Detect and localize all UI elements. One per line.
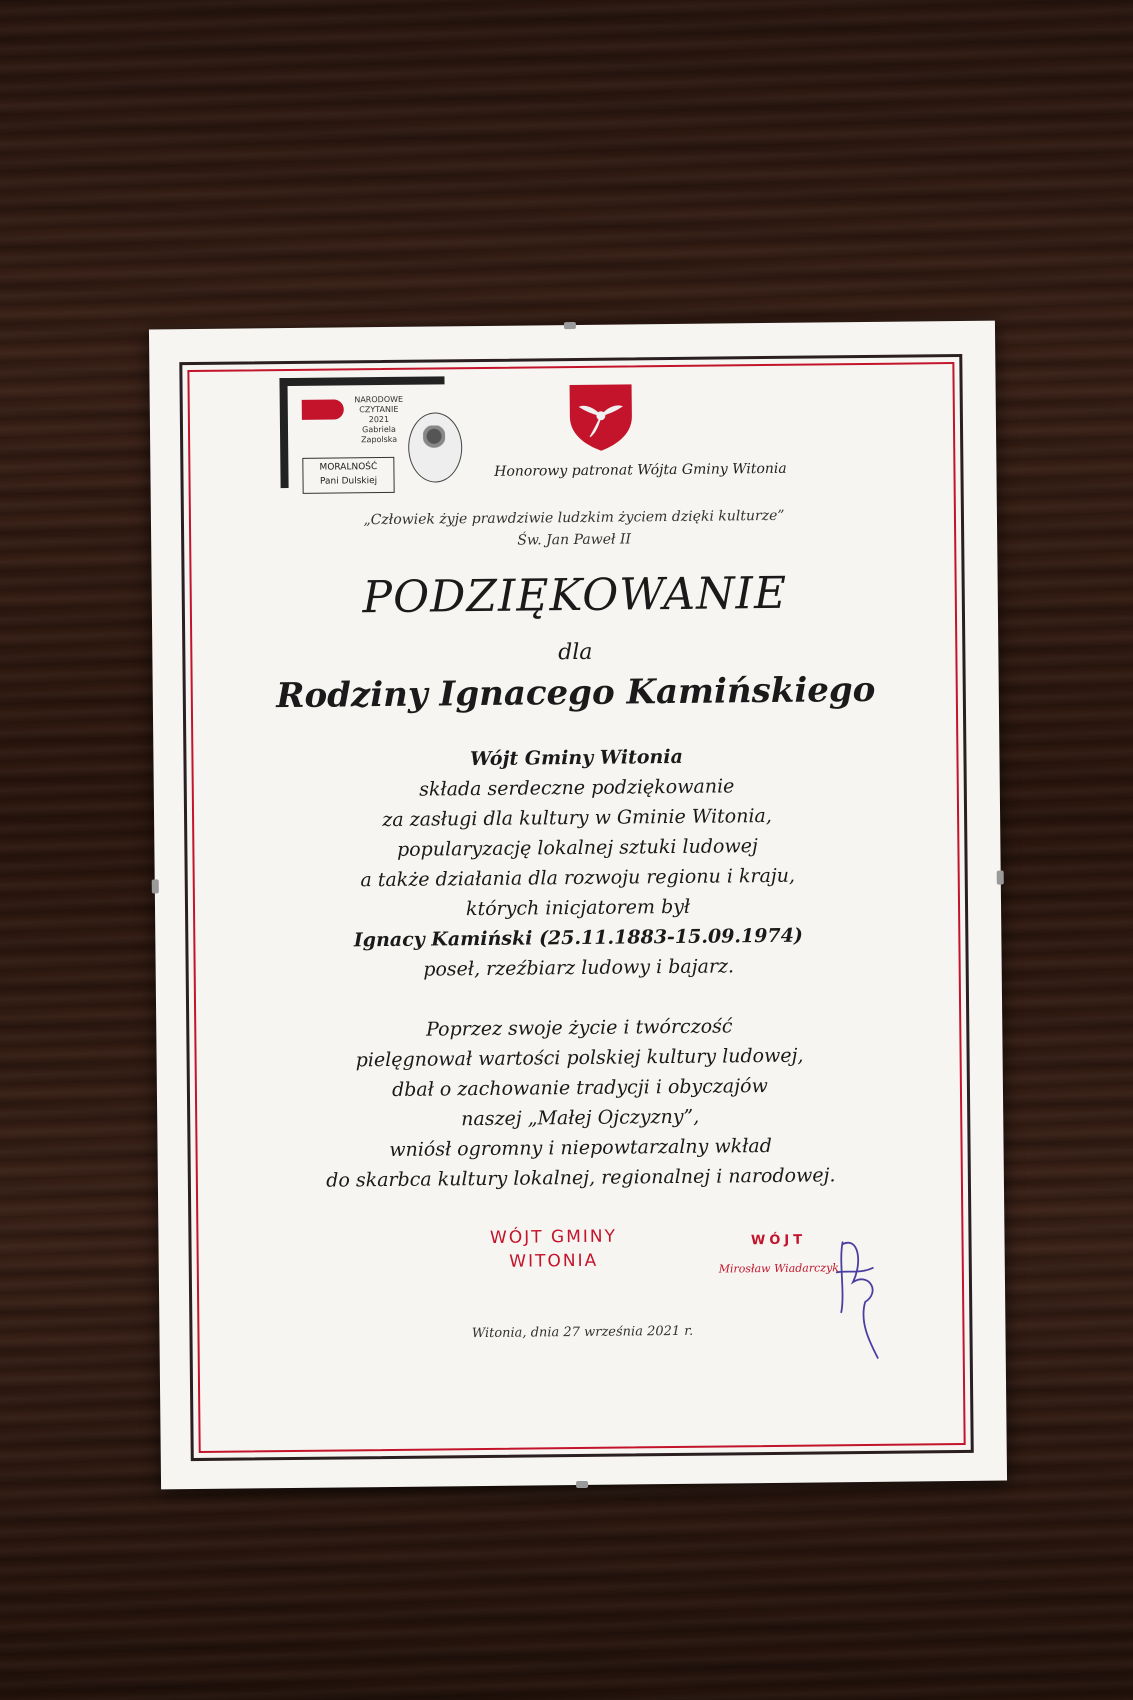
body-line: popularyzację lokalnej sztuki ludowej — [396, 835, 758, 861]
stamp-line: WITONIA — [509, 1250, 599, 1272]
body-line: Poprzez swoje życie i twórczość — [425, 1015, 733, 1041]
narodowe-czytanie-logo — [279, 376, 470, 498]
body-line: a także działania dla rozwoju regionu i kraju, — [360, 864, 796, 892]
portrait-medallion-icon — [408, 412, 463, 483]
logo-line: CZYTANIE — [359, 404, 399, 415]
office-stamp — [478, 1224, 628, 1274]
honorary-patronage: Honorowy patronat Wójta Gminy Witonia — [494, 460, 787, 480]
body-line: naszej „Małej Ojczyzny”, — [461, 1105, 700, 1131]
logo-line: 2021 — [368, 414, 390, 425]
logo-text — [350, 395, 409, 446]
certificate-title: PODZIĘKOWANIE — [362, 567, 788, 624]
handwritten-signature — [828, 1232, 889, 1363]
body-line: wniósł ogromny i niepowtarzalny wkład — [389, 1134, 772, 1161]
body-line: do skarbca kultury lokalnej, regionalnej i narodowej. — [326, 1164, 836, 1192]
body-line: składa serdeczne podziękowanie — [419, 775, 735, 801]
quote-text: „Człowiek żyje prawdziwie ludzkim życiem dzięki kulturze” — [363, 507, 785, 529]
stamp-line: WÓJT GMINY — [489, 1226, 618, 1248]
body-line: pielęgnował wartości polskiej kultury ludowej, — [355, 1044, 804, 1072]
quote-author: Św. Jan Paweł II — [517, 531, 632, 549]
certificate-content — [149, 321, 1007, 1490]
framed-certificate — [149, 321, 1007, 1490]
logo-bar-horizontal — [279, 376, 444, 386]
issue-date: Witonia, dnia 27 września 2021 r. — [471, 1323, 694, 1342]
coat-of-arms-icon — [568, 382, 635, 453]
body-line: za zasługi dla kultury w Gminie Witonia, — [382, 804, 772, 832]
logo-line: NARODOWE — [354, 394, 404, 405]
logo-bar-vertical — [279, 378, 288, 488]
body-line: których inicjatorem był — [465, 895, 691, 921]
body-line: Wójt Gminy Witonia — [469, 745, 683, 771]
recipient-name: Rodziny Ignacego Kamińskiego — [275, 669, 876, 717]
stamp-title: WÓJT — [750, 1232, 807, 1249]
logo-line: Zapolska — [360, 434, 398, 445]
dla-label: dla — [558, 639, 593, 666]
body-line: Ignacy Kamiński (25.11.1883-15.09.1974) — [353, 924, 803, 952]
logo-line: Gabriela — [362, 424, 396, 435]
stamp-name: Mirosław Wiadarczyk — [718, 1261, 839, 1276]
certificate-body — [153, 739, 1004, 1198]
book-icon — [302, 399, 344, 419]
logo-title-box — [302, 457, 394, 494]
body-line: dbał o zachowanie tradycji i obyczajów — [391, 1075, 768, 1101]
logo-box-line: Pani Dulskiej — [319, 476, 378, 487]
body-line: poseł, rzeźbiarz ludowy i bajarz. — [423, 955, 735, 981]
logo-box-line: MORALNOŚĆ — [319, 462, 378, 473]
